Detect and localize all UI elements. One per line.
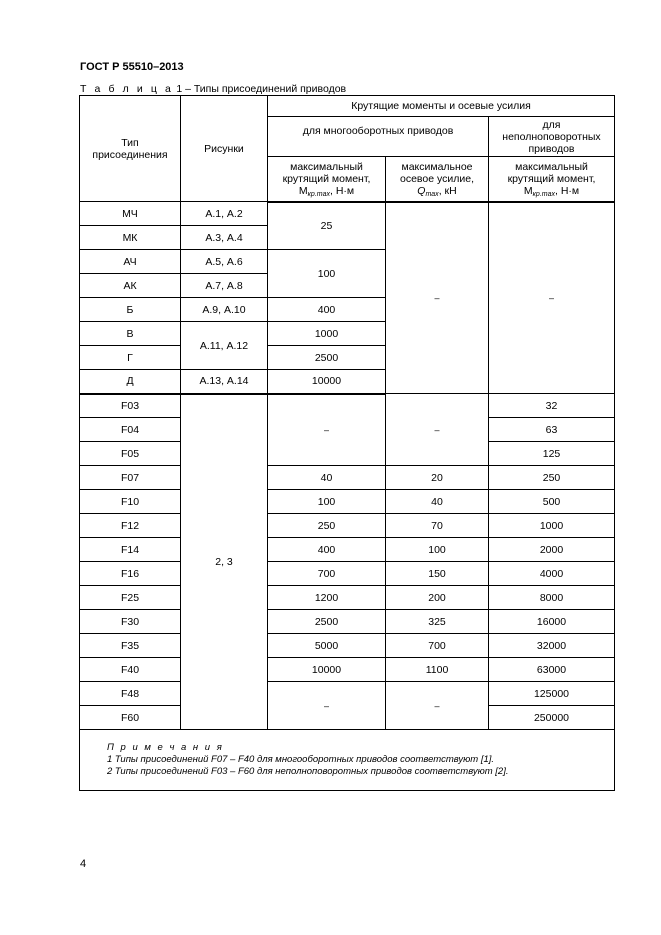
table-cell-torque: 100 [268,490,386,514]
table-cell-figures: А.1, А.2 [181,202,268,226]
table-cell-type: АЧ [80,250,181,274]
table-cell-type: F35 [80,634,181,658]
header-max-torque [268,157,386,202]
table-cell-axial: 20 [386,466,489,490]
table-cell-figures: 2, 3 [181,394,268,730]
header-pt-torque-sub: кр.max [532,190,555,198]
header-type: Тип присоединения [80,96,181,202]
table-cell-figures: А.11, А.12 [181,322,268,370]
table-cell-type: F40 [80,658,181,682]
header-max-torque-text: максимальный крутящий момент, [282,160,371,185]
table-cell-part-turn: 63000 [489,658,615,682]
table-cell-torque: 250 [268,514,386,538]
table-cell-torque: 700 [268,562,386,586]
table-cell-torque: 400 [268,298,386,322]
table-cell-part-turn: 250 [489,466,615,490]
header-axial-force-text: максимальное осевое усилие, [400,160,474,185]
notes-title: П р и м е ч а н и я [107,742,224,753]
table-cell-torque: 100 [268,250,386,298]
table-cell-part-turn: 125 [489,442,615,466]
table-cell-part-turn: 8000 [489,586,615,610]
table-cell-type: F14 [80,538,181,562]
table-cell-axial: – [386,202,489,394]
table-cell-figures: А.9, А.10 [181,298,268,322]
document-standard-number: ГОСТ Р 55510–2013 [80,61,184,73]
note-item: 1 Типы присоединений F07 – F40 для многооборотных приводов соответствуют [1]. [107,754,495,765]
table-cell-part-turn: 4000 [489,562,615,586]
table-cell-figures: А.7, А.8 [181,274,268,298]
table-cell-torque: – [268,394,386,466]
table-cell-type: F60 [80,706,181,730]
table-cell-part-turn: 500 [489,490,615,514]
table-cell-type: F16 [80,562,181,586]
table-cell-type: Д [80,370,181,394]
header-axial-force-unit: , кН [438,184,457,197]
table-cell-figures: А.5, А.6 [181,250,268,274]
caption-prefix: Т а б л и ц а [80,83,174,95]
table-cell-type: F04 [80,418,181,442]
table-cell-torque: 10000 [268,658,386,682]
header-part-turn: для неполноповоротных приводов [489,117,615,157]
table-cell-part-turn: 125000 [489,682,615,706]
table-cell-torque: 1200 [268,586,386,610]
header-max-torque-unit: , Н·м [329,184,355,197]
header-pt-torque-unit: , Н·м [554,184,580,197]
table-cell-figures: А.13, А.14 [181,370,268,394]
table-cell-axial: 70 [386,514,489,538]
table-cell-type: АК [80,274,181,298]
table-cell-torque: 1000 [268,322,386,346]
header-pt-torque [489,157,615,202]
table-cell-part-turn: 250000 [489,706,615,730]
table-cell-axial: 100 [386,538,489,562]
header-axial-force-sub: max [425,190,439,198]
table-cell-torque: 40 [268,466,386,490]
table-cell-type: МЧ [80,202,181,226]
table-cell-type: F05 [80,442,181,466]
header-pt-torque-symbol: M [523,184,533,197]
connection-types-table [79,95,615,791]
header-multi-turn: для многооборотных приводов [268,117,489,157]
header-torques-forces: Крутящие моменты и осевые усилия [268,96,615,117]
table-cell-part-turn: 1000 [489,514,615,538]
table-cell-torque: 2500 [268,610,386,634]
header-figures: Рисунки [181,96,268,202]
table-cell-axial: – [386,394,489,466]
table-cell-torque: 25 [268,202,386,250]
caption-title: 1 – Типы присоединений приводов [176,83,347,95]
header-axial-force-symbol: Q [417,184,426,197]
table-cell-part-turn: 32 [489,394,615,418]
table-cell-axial: – [386,682,489,730]
table-cell-axial: 1100 [386,658,489,682]
table-cell-type: Г [80,346,181,370]
table-cell-torque: – [268,682,386,730]
table-cell-type: F07 [80,466,181,490]
table-cell-type: Б [80,298,181,322]
table-notes [80,730,615,791]
table-cell-part-turn: 32000 [489,634,615,658]
table-cell-torque: 400 [268,538,386,562]
table-cell-torque: 5000 [268,634,386,658]
table-cell-type: F03 [80,394,181,418]
table-cell-part-turn: 16000 [489,610,615,634]
table-cell-axial: 325 [386,610,489,634]
header-max-torque-symbol: M [298,184,308,197]
table-cell-type: F25 [80,586,181,610]
table-cell-part-turn: 63 [489,418,615,442]
header-axial-force [386,157,489,202]
table-cell-type: F12 [80,514,181,538]
header-pt-torque-text: максимальный крутящий момент, [507,160,596,185]
note-item: 2 Типы присоединений F03 – F60 для неполноповоротных приводов соответствуют [2]. [107,766,509,777]
page-number: 4 [80,858,87,870]
table-cell-axial: 40 [386,490,489,514]
table-cell-type: F10 [80,490,181,514]
table-cell-part-turn: 2000 [489,538,615,562]
table-cell-axial: 700 [386,634,489,658]
table-cell-type: В [80,322,181,346]
header-max-torque-sub: кр.max [307,190,330,198]
table-cell-type: F48 [80,682,181,706]
table-cell-type: МК [80,226,181,250]
table-cell-figures: А.3, А.4 [181,226,268,250]
table-cell-torque: 2500 [268,346,386,370]
table-cell-type: F30 [80,610,181,634]
table-cell-part-turn: – [489,202,615,394]
table-cell-torque: 10000 [268,370,386,394]
table-cell-axial: 200 [386,586,489,610]
table-caption [80,83,346,95]
table-cell-axial: 150 [386,562,489,586]
